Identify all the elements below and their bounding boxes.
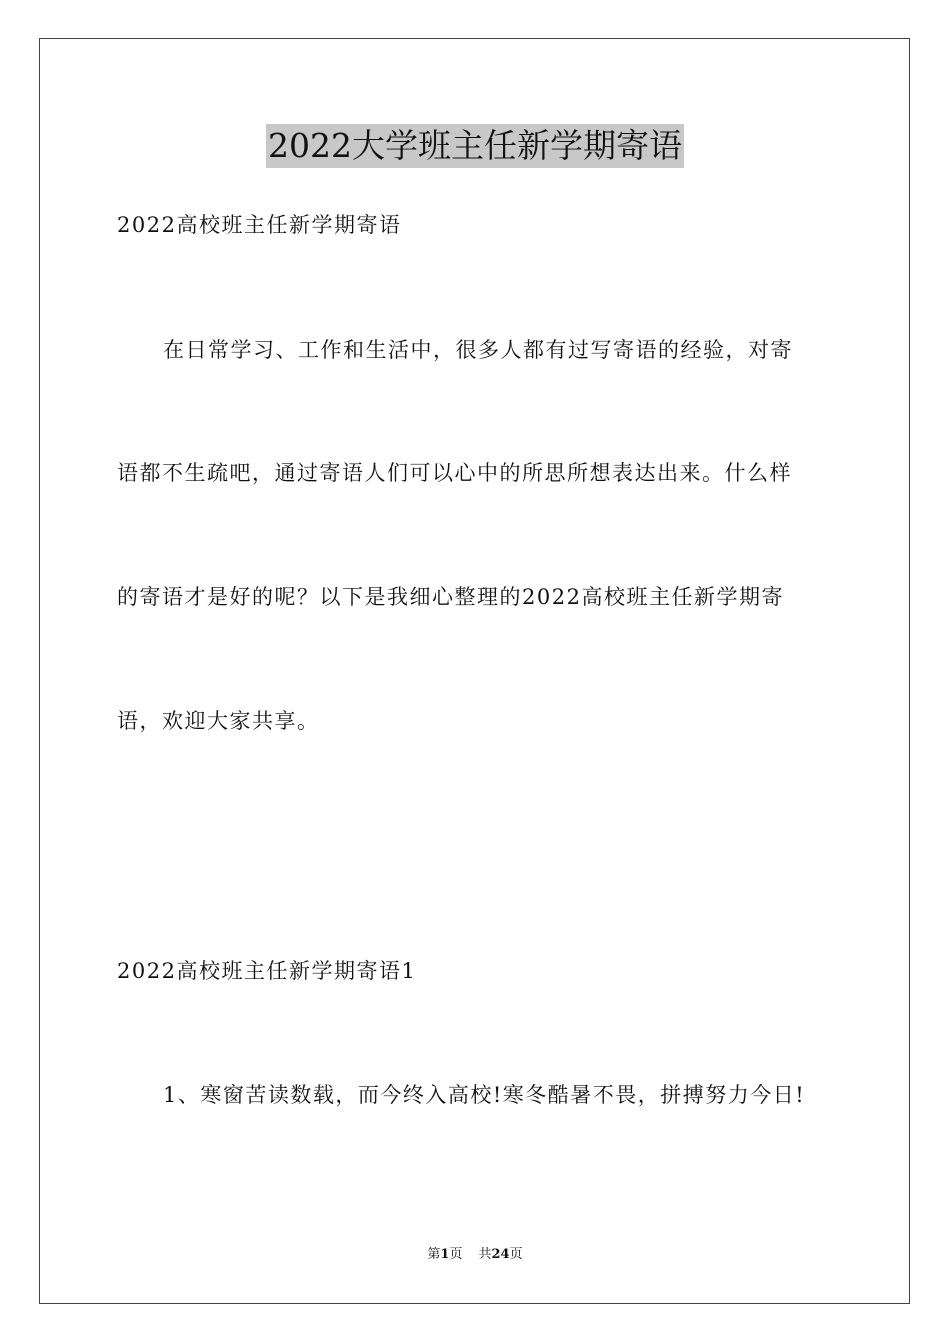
footer-prefix: 第 [427,1247,441,1262]
document-subtitle: 2022高校班主任新学期寄语 [117,213,402,237]
footer-total-unit: 页 [509,1247,523,1262]
page-footer [0,1246,950,1264]
intro-line-1: 在日常学习、工作和生活中，很多人都有过写寄语的经验，对寄 [163,338,793,362]
footer-current-page: 1 [440,1247,450,1262]
document-title: 2022大学班主任新学期寄语 [266,124,684,168]
footer-page-unit: 页 [449,1247,463,1262]
intro-line-4: 语，欢迎大家共享。 [117,709,320,733]
footer-total-prefix: 共 [478,1247,492,1262]
intro-line-2: 语都不生疏吧，通过寄语人们可以心中的所思所想表达出来。什么样 [117,461,792,485]
section-heading: 2022高校班主任新学期寄语1 [117,959,417,983]
intro-line-3: 的寄语才是好的呢？以下是我细心整理的2022高校班主任新学期寄 [117,585,784,609]
title-wrap [0,124,950,168]
list-item-1: 1、寒窗苦读数载，而今终入高校!寒冬酷暑不畏，拼搏努力今日! [163,1083,806,1107]
footer-total-pages: 24 [491,1247,510,1262]
